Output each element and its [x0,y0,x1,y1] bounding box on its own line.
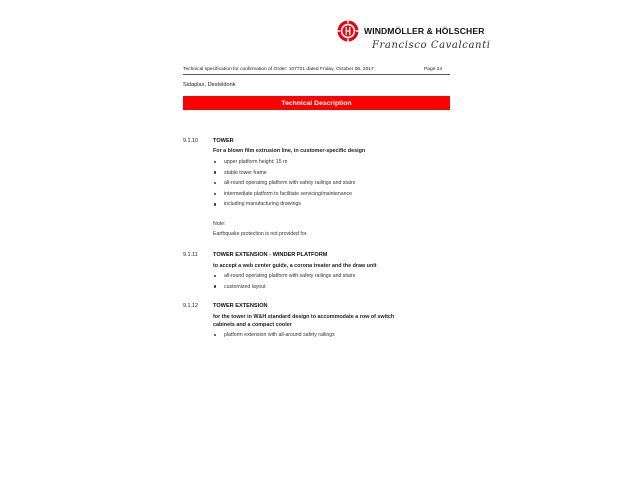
bullet-icon [214,171,216,173]
section-number: 9.1.12 [183,303,198,309]
bullet-icon [214,285,216,287]
section-description: cabinets and a compact cooler [213,322,292,328]
bullet-icon [214,182,216,184]
page-number: Page 24 [424,67,443,72]
section-description: for the tower in W&H standard design to accommodate a row of switch [213,314,395,320]
spec-reference-line: Technical specification for confirmation of Order: 107721 dated Friday, October 06, 2017 [183,67,374,72]
customer-name: Sidaplax, Desteldonk [183,82,236,88]
note-text: Earthquake protection is not provided for. [213,231,308,237]
section-title: TOWER EXTENSION [213,303,268,309]
section-number: 9.1.10 [183,138,198,144]
section-banner [183,96,450,110]
bullet-icon [214,275,216,277]
bullet-icon [214,161,216,163]
header-divider [183,74,450,75]
document-page: WINDMÖLLER & HÖLSCHER Francisco Cavalcanti Technical specification for confirmation of Order: 107721 dated Friday, October 06, 2017 Page 24 Sidaplax, Desteldonk Technical Description 9.1.10 TOWER For a blown film extrusion line, in customer-specific design upper platform height: 15 m stable tower frame all-round operating platform with safety railings and stairs intermediate platform to facilitate servicing/maintenance including manufacturing drawings Note: Earthquake protection is not provided for. 9.1.11 TOWER EXTENSION - WINDER PLATFORM to accept a web center guide, a corona treater and the draw unit all-round operating platform with safety railings and stairs customized layout 9.1.12 TOWER EXTENSION for the tower in W&H standard design to accommodate a row of switch cabinets and a compact cooler platform extension with all-around safety railings [0,0,640,480]
brand-name: WINDMÖLLER & HÖLSCHER [364,26,485,36]
section-title: TOWER EXTENSION - WINDER PLATFORM [213,252,328,258]
section-description: For a blown film extrusion line, in customer-specific design [213,148,366,154]
banner-title: Technical Description [281,99,352,107]
bullet-icon [214,203,216,205]
bullet-icon [214,334,216,336]
signature-image: Francisco Cavalcanti [372,40,491,51]
section-description: to accept a web center guide, a corona treater and the draw unit [213,263,377,269]
section-title: TOWER [213,138,234,144]
section-number: 9.1.11 [183,252,198,258]
windmoeller-hoelscher-logo-icon [337,20,359,42]
bullet-icon [214,193,216,195]
note-label: Note: [213,221,226,227]
